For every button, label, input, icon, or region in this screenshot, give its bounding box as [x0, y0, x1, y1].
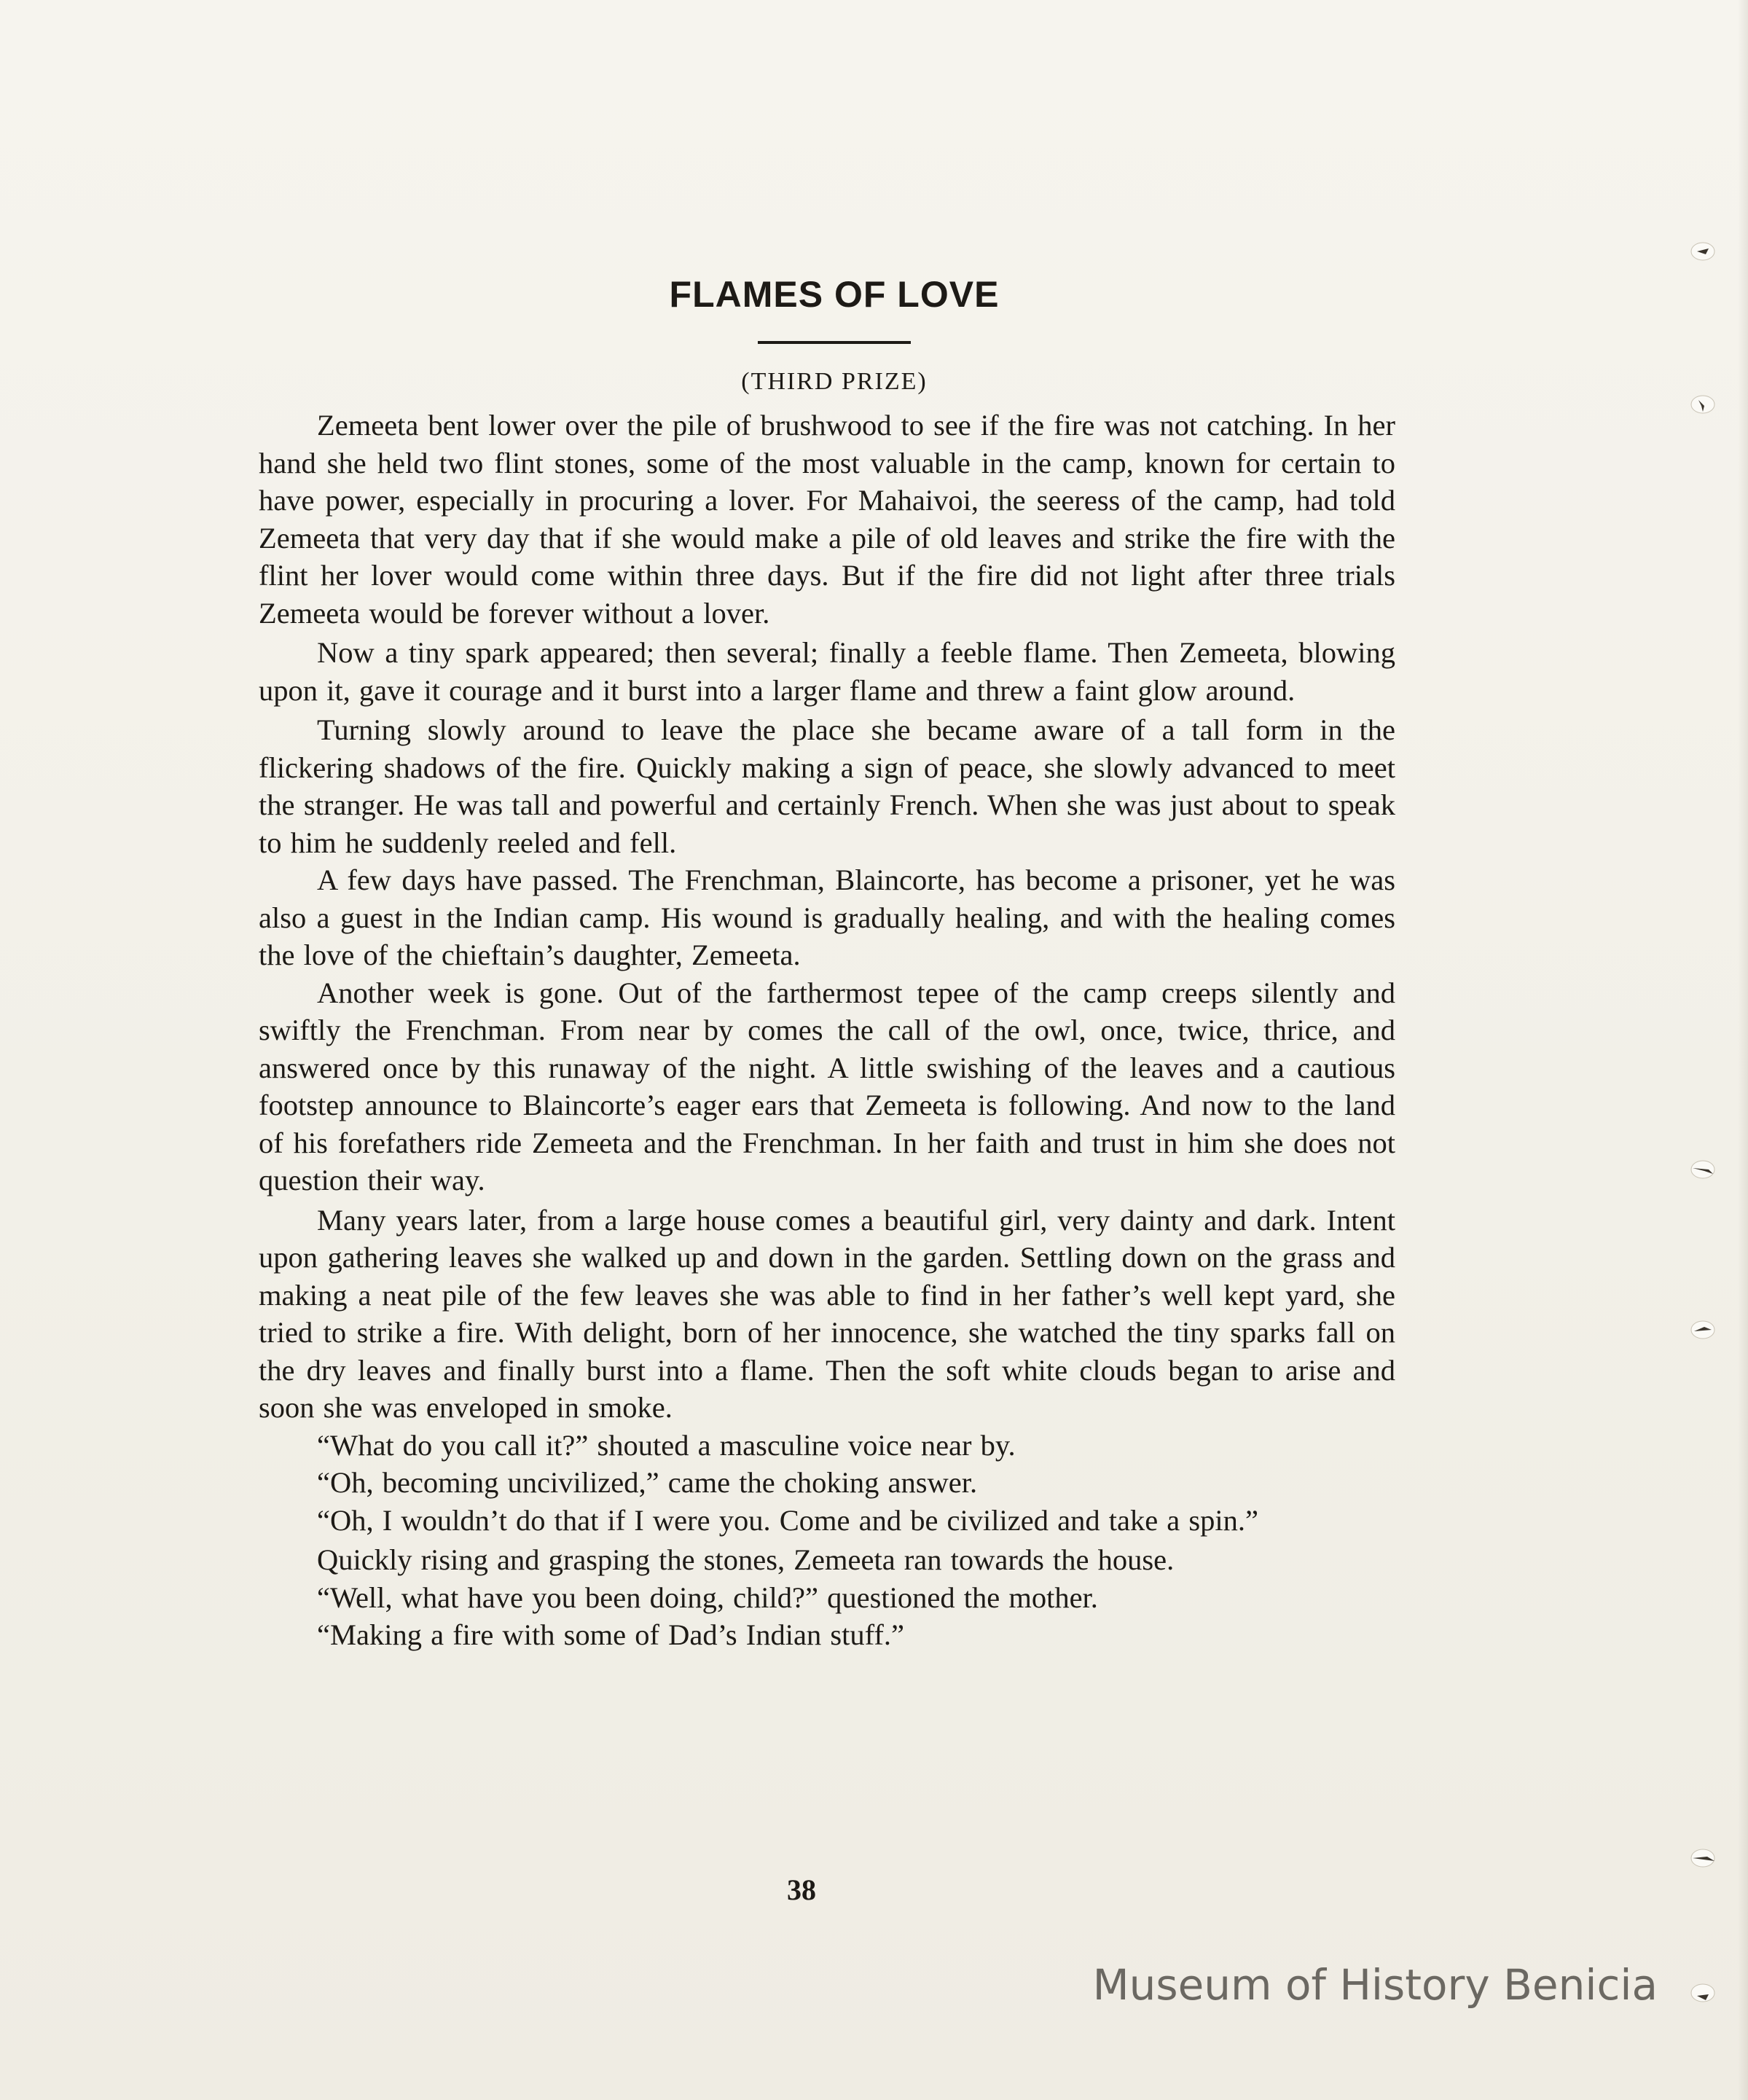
page-edge-shadow: [1738, 0, 1748, 2100]
binding-hole-icon: [1687, 1978, 1719, 2007]
paragraph: Turning slowly around to leave the place she became aware of a tall form in the flickering shadows of the fire. Quickly making a sign of peace, she slowly advanced to meet the stranger. He was tall and powerful and certainly French. When she was just about to speak to him he suddenly reeled and fell.: [259, 713, 1395, 859]
binding-holes: [1687, 0, 1731, 2100]
binding-hole-icon: [1687, 390, 1719, 419]
paragraph: Zemeeta bent lower over the pile of brushwood to see if the fire was not catching. In her hand she held two flint stones, some of the most valuable in the camp, known for certain to have power, especially in procuring a lover. For Mahaivoi, the seeress of the camp, had told Zemeeta that very day that if she would make a pile of old leaves and strike the fire with the flint her lover would come within three days. But if the fire did not light after three trials Zemeeta would be forever without a lover.: [259, 409, 1395, 630]
binding-hole-icon: [1687, 237, 1719, 266]
story-body: [259, 407, 1395, 1654]
dialogue-line: “Well, what have you been doing, child?” questioned the mother.: [317, 1580, 1098, 1614]
paragraph: Quickly rising and grasping the stones, Zemeeta ran towards the house.: [317, 1543, 1175, 1576]
paragraph: Another week is gone. Out of the farthermost tepee of the camp creeps silently and swiftly the Frenchman. From near by comes the call of the owl, once, twice, thrice, and answered once by this runaway of the night. A little swishing of the leaves and a cautious footstep announce to Blaincorte’s eager ears that Zemeeta is following. And now to the land of his forefathers ride Zemeeta and the Frenchman. In her faith and trust in him she does not question their way.: [259, 976, 1395, 1196]
story-title: FLAMES OF LOVE: [669, 274, 1000, 315]
binding-hole-icon: [1687, 1315, 1719, 1344]
prize-subtitle: (THIRD PRIZE): [741, 368, 928, 395]
paragraph: Many years later, from a large house comes a beautiful girl, very dainty and dark. Intent upon gathering leaves she walked up and down in the garden. Settling down on the grass and making a neat pile of the few leaves she was able to find in her father’s well kept yard, she tried to strike a fire. With delight, born of her innocence, she watched the tiny sparks fall on the dry leaves and finally burst into a flame. Then the soft white clouds began to arise and soon she was enveloped in smoke.: [259, 1203, 1395, 1424]
dialogue-line: “Oh, I wouldn’t do that if I were you. Come and be civilized and take a spin.”: [317, 1503, 1259, 1537]
page-number: 38: [787, 1873, 816, 1906]
paragraph: A few days have passed. The Frenchman, Blaincorte, has become a prisoner, yet he was also a guest in the Indian camp. His wound is gradually healing, and with the healing comes the love of the chieftain’s daughter, Zemeeta.: [259, 863, 1395, 971]
title-rule: [758, 341, 911, 344]
museum-watermark: Museum of History Benicia: [1092, 1960, 1658, 2010]
dialogue-line: “Oh, becoming uncivilized,” came the choking answer.: [317, 1466, 978, 1499]
paragraph: Now a tiny spark appeared; then several; finally a feeble flame. Then Zemeeta, blowing upon it, gave it courage and it burst into a larger flame and threw a faint glow around.: [259, 636, 1395, 707]
dialogue-line: “What do you call it?” shouted a masculine voice near by.: [317, 1428, 1016, 1462]
dialogue-line: “Making a fire with some of Dad’s Indian stuff.”: [317, 1618, 904, 1651]
binding-hole-icon: [1687, 1844, 1719, 1873]
binding-hole-icon: [1687, 1155, 1719, 1184]
